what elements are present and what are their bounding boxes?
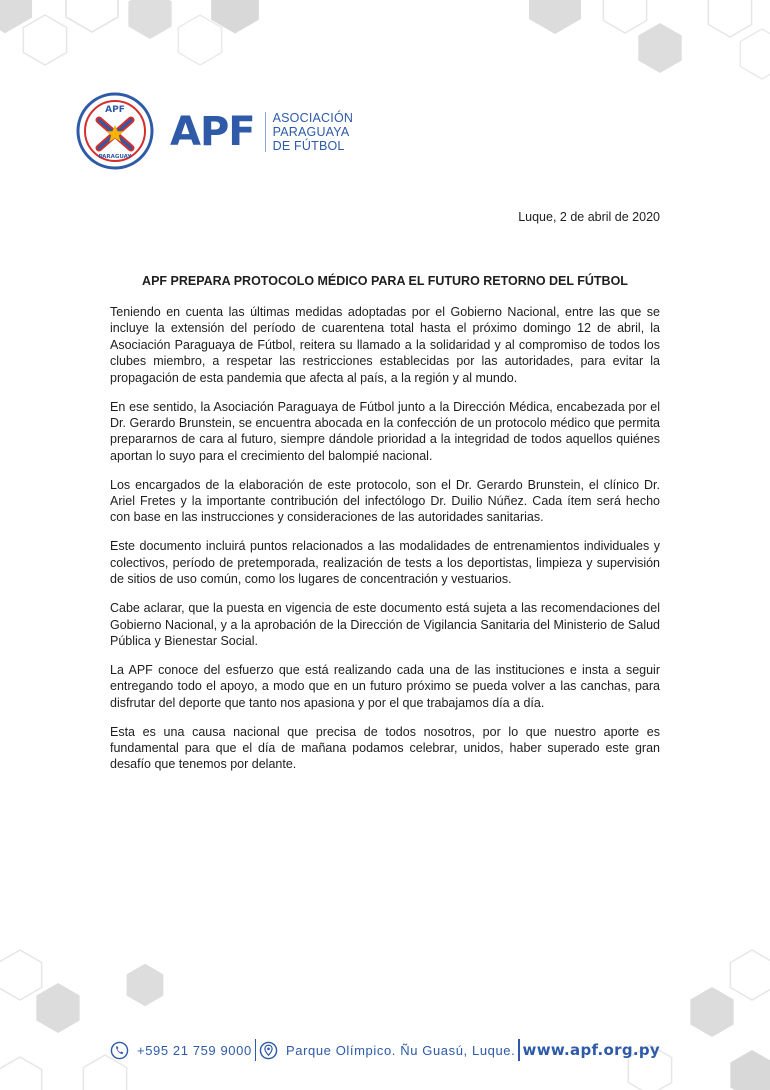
logo-badge-bottom-text: PARAGUAY (98, 154, 132, 160)
location-pin-icon (259, 1041, 278, 1060)
footer-address (259, 1041, 515, 1060)
brand-wordmark (170, 108, 353, 156)
brand-name (273, 111, 354, 153)
body-paragraph: Este documento incluirá puntos relacionados a las modalidades de entrenamientos individuales y colectivos, período de pretemporada, realización de tests a los deportistas, limpieza y supervisión de sitios de uso común, como los lugares de concentración y vestuarios. (110, 539, 660, 587)
brand-line: ASOCIACIÓN (272, 111, 354, 125)
logo-badge-top-text: APF (105, 105, 125, 115)
document-title: APF PREPARA PROTOCOLO MÉDICO PARA EL FUTURO RETORNO DEL FÚTBOL (142, 274, 628, 288)
body-paragraph: La APF conoce del esfuerzo que está realizando cada una de las instituciones e insta a seguir entregando todo el apoyo, a modo que en un futuro próximo se pueda volver a las canchas, para disfrutar del deporte que tanto nos apasiona y por el que trabajamos día a día. (110, 662, 660, 710)
footer-phone (110, 1041, 252, 1060)
phone-icon (110, 1041, 129, 1060)
body-paragraph: Teniendo en cuenta las últimas medidas adoptadas por el Gobierno Nacional, entre las que se incluye la extensión del período de cuarentena total hasta el próximo domingo 12 de abril, la Asociación Paraguaya de Fútbol, reitera su llamado a la solidaridad y al compromiso de todos los clubes miembro, a respetar las restricciones establecidas por las autoridades, para evitar la propagación de esta pandemia que afecta al país, a la región y al mundo. (110, 305, 660, 385)
footer-separator (255, 1039, 257, 1061)
body-paragraph: En ese sentido, la Asociación Paraguaya de Fútbol junto a la Dirección Médica, encabezada por el Dr. Gerardo Brunstein, se encuentra abocada en la confección de un protocolo médico que permita prepararnos de cara al futuro, siempre dándole prioridad a la integridad de todos aquellos quiénes aportan lo suyo para el crecimiento del balompié nacional. (110, 399, 660, 463)
brand-divider (265, 112, 266, 152)
bottom-hexagons (0, 950, 770, 1090)
top-hexagons (0, 0, 770, 79)
body-paragraph: Cabe aclarar, que la puesta en vigencia de este documento está sujeta a las recomendaciones del Gobierno Nacional, y a la aprobación de la Dirección de Vigilancia Sanitaria del Ministerio de Salud Pública y Bienestar Social. (110, 601, 660, 648)
brand-acronym: APF (170, 109, 255, 155)
body-paragraph: Los encargados de la elaboración de este protocolo, son el Dr. Gerardo Brunstein, el clínico Dr. Ariel Fretes y la importante contribución del infectólogo Dr. Duilio Núñez. Cada ítem será hecho con base en las instrucciones y consideraciones de las autoridades sanitarias. (110, 477, 660, 525)
body-paragraph: Esta es una causa nacional que precisa de todos nosotros, por lo que nuestro aporte es fundamental para que el día de mañana podamos celebrar, unidos, haber superado este gran desafío que tenemos por delante. (110, 724, 660, 772)
document-date: Luque, 2 de abril de 2020 (518, 210, 660, 224)
footer-phone-number: +595 21 759 9000 (137, 1042, 252, 1058)
footer-address-text: Parque Olímpico. Ñu Guasú, Luque. (285, 1042, 516, 1058)
brand-line: PARAGUAYA (272, 125, 350, 139)
footer-contact-bar (110, 1038, 660, 1062)
apf-logo-badge (76, 92, 154, 170)
brand-line: DE FÚTBOL (272, 139, 345, 153)
footer-website-link[interactable]: www.apf.org.py (522, 1041, 660, 1059)
document-body (110, 304, 660, 785)
footer-separator (518, 1039, 520, 1061)
